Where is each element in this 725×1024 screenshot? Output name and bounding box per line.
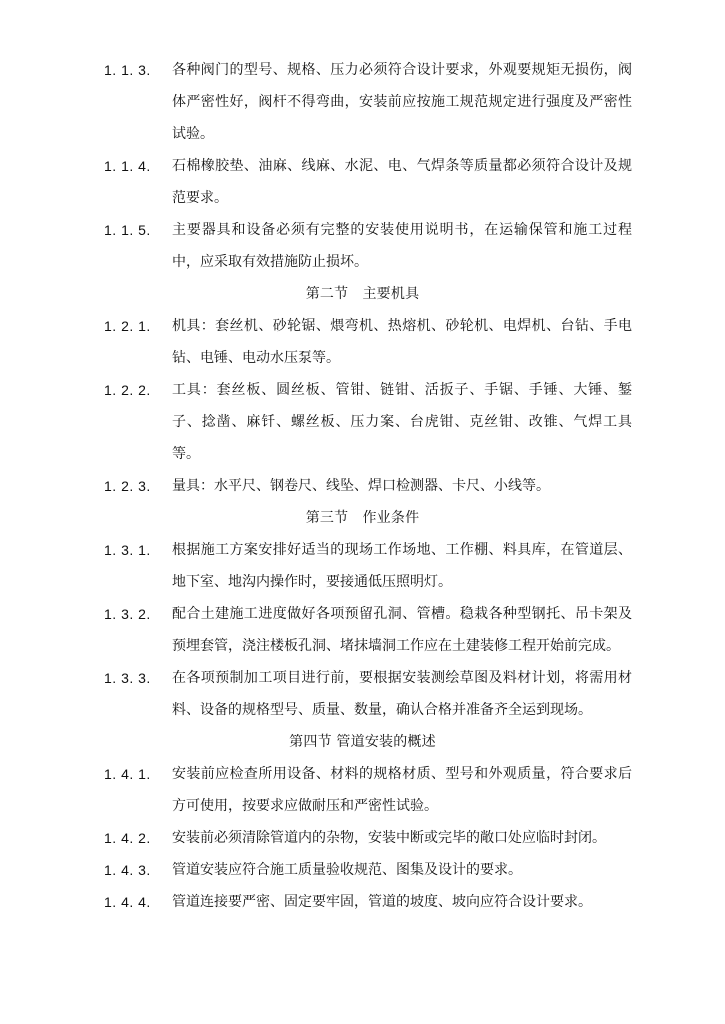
clause-number: 1. 2. 2. <box>104 382 151 398</box>
clause-number: 1. 1. 4. <box>104 158 151 174</box>
clause-1-4-3 <box>0 854 725 886</box>
clause-text: 各种阀门的型号、规格、压力必须符合设计要求，外观要规矩无损伤，阀体严密性好，阀杆不得弯曲，安装前应按施工规范规定进行强度及严密性试验。 <box>172 62 632 142</box>
clause-1-4-4 <box>0 886 725 918</box>
clause-1-3-3 <box>0 662 725 726</box>
section-heading-2: 第二节 主要机具 <box>305 286 420 302</box>
clause-text: 机具：套丝机、砂轮锯、煨弯机、热熔机、砂轮机、电焊机、台钻、手电钻、电锤、电动水压泵等。 <box>172 318 632 366</box>
section-heading-4: 第四节 管道安装的概述 <box>289 734 436 750</box>
clause-number: 1. 2. 3. <box>104 478 151 494</box>
clause-text: 安装前必须清除管道内的杂物，安装中断或完毕的敞口处应临时封闭。 <box>172 830 606 846</box>
clause-number: 1. 4. 2. <box>104 830 151 846</box>
clause-number: 1. 4. 3. <box>104 862 151 878</box>
clause-number: 1. 4. 1. <box>104 766 151 782</box>
clause-number: 1. 3. 3. <box>104 670 151 686</box>
section-heading-3: 第三节 作业条件 <box>305 510 420 526</box>
document-content <box>0 54 725 918</box>
clause-number: 1. 3. 1. <box>104 542 151 558</box>
clause-1-2-1 <box>0 310 725 374</box>
clause-number: 1. 2. 1. <box>104 318 151 334</box>
clause-1-4-1 <box>0 758 725 822</box>
clause-text: 根据施工方案安排好适当的现场工作场地、工作棚、料具库，在管道层、地下室、地沟内操作时，要接通低压照明灯。 <box>172 542 632 590</box>
clause-text: 量具：水平尺、钢卷尺、线坠、焊口检测器、卡尺、小线等。 <box>172 478 550 494</box>
clause-1-3-1 <box>0 534 725 598</box>
clause-number: 1. 3. 2. <box>104 606 151 622</box>
clause-text: 在各项预制加工项目进行前，要根据安装测绘草图及料材计划，将需用材料、设备的规格型号、质量、数量，确认合格并准备齐全运到现场。 <box>172 670 632 718</box>
clause-text: 石棉橡胶垫、油麻、线麻、水泥、电、气焊条等质量都必须符合设计及规范要求。 <box>172 158 632 206</box>
clause-1-2-2 <box>0 374 725 470</box>
clause-1-1-3 <box>0 54 725 150</box>
clause-number: 1. 1. 3. <box>104 62 151 78</box>
clause-text: 工具：套丝板、圆丝板、管钳、链钳、活扳子、手锯、手锤、大锤、錾子、捻凿、麻钎、螺丝板、压力案、台虎钳、克丝钳、改锥、气焊工具等。 <box>172 382 632 462</box>
clause-text: 管道安装应符合施工质量验收规范、图集及设计的要求。 <box>172 862 522 878</box>
clause-1-4-2 <box>0 822 725 854</box>
clause-1-1-4 <box>0 150 725 214</box>
clause-1-3-2 <box>0 598 725 662</box>
clause-text: 主要器具和设备必须有完整的安装使用说明书，在运输保管和施工过程中，应采取有效措施防止损坏。 <box>172 222 632 270</box>
clause-1-1-5 <box>0 214 725 278</box>
clause-number: 1. 4. 4. <box>104 894 151 910</box>
clause-text: 配合土建施工进度做好各项预留孔洞、管槽。稳栽各种型钢托、吊卡架及预埋套管，浇注楼板孔洞、堵抹墙洞工作应在土建装修工程开始前完成。 <box>172 606 632 654</box>
clause-number: 1. 1. 5. <box>104 222 151 238</box>
clause-text: 管道连接要严密、固定要牢固，管道的坡度、坡向应符合设计要求。 <box>172 894 592 910</box>
clause-1-2-3 <box>0 470 725 502</box>
clause-text: 安装前应检查所用设备、材料的规格材质、型号和外观质量，符合要求后方可使用，按要求应做耐压和严密性试验。 <box>172 766 632 814</box>
